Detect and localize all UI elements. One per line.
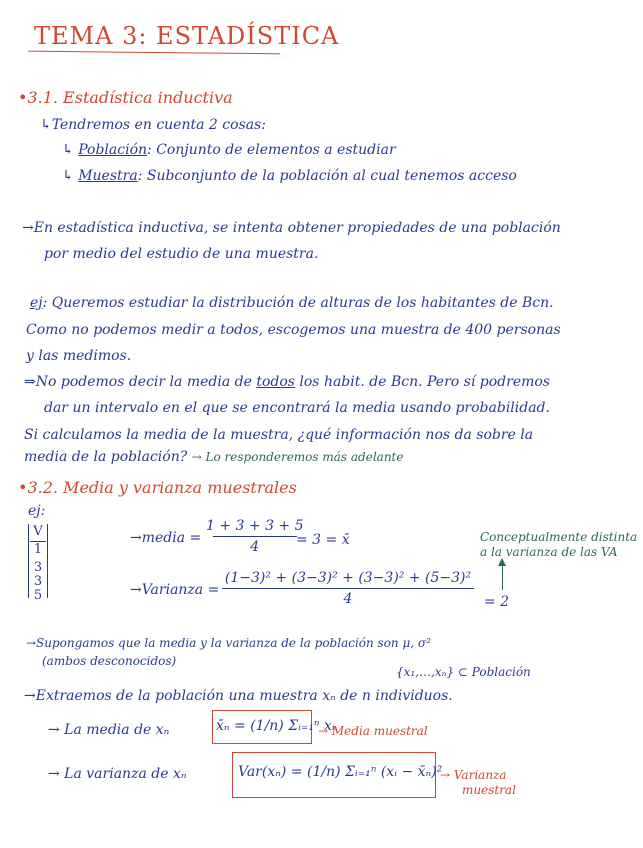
values-table	[28, 524, 48, 603]
answer-later-note: → Lo responderemos más adelante	[191, 450, 404, 464]
example-1-line-6: Si calculamos la media de la muestra, ¿qué información nos da sobre la	[24, 427, 534, 443]
section-3-2-heading: •3.2. Media y varianza muestrales	[18, 478, 297, 497]
section-3-1-heading: •3.1. Estadística inductiva	[18, 88, 233, 107]
title-underline	[28, 51, 280, 55]
arrow-up-icon	[502, 560, 503, 590]
example-1-line-4: ⇒No podemos decir la media de todos los habit. de Bcn. Pero sí podremos	[24, 374, 550, 390]
fraction-bar	[213, 536, 297, 537]
suppose-line-2: (ambos desconocidos)	[42, 654, 177, 668]
sample-variance-formula: Var(xₙ) = (1/n) Σᵢ₌₁ⁿ (xᵢ − x̄ₙ)²	[238, 764, 443, 780]
sample-mean-tag: → Media muestral	[318, 724, 428, 738]
sample-variance-tag-line-1: → Varianza	[440, 768, 507, 782]
muestra-term: Muestra	[78, 168, 138, 184]
media-label: →media =	[130, 530, 202, 546]
extract-sample-line: →Extraemos de la población una muestra xₙ de n individuos.	[24, 688, 453, 704]
varianza-denominator: 4	[343, 591, 353, 607]
inductive-paragraph-line-2: por medio del estudio de una muestra.	[44, 246, 319, 262]
poblacion-definition: : Conjunto de elementos a estudiar	[147, 142, 396, 158]
sample-mean-formula: x̄ₙ = (1/n) Σᵢ₌₁ⁿ xᵢ	[216, 718, 335, 734]
media-result: = 3 = x̄	[296, 532, 350, 548]
suppose-line-1: →Supongamos que la media y la varianza de la población son μ, σ²	[26, 636, 431, 650]
example-1-line-7: media de la población? → Lo responderemos más adelante	[24, 449, 404, 465]
example-1-line-3: y las medimos.	[26, 348, 132, 364]
poblacion-line: ↳ Población: Conjunto de elementos a estudiar	[62, 142, 396, 158]
page-title: TEMA 3: ESTADÍSTICA	[34, 22, 340, 50]
poblacion-term: Población	[78, 142, 148, 158]
section-3-1-intro: ↳Tendremos en cuenta 2 cosas:	[40, 117, 266, 133]
example-1-line-5: dar un intervalo en el que se encontrará la media usando probabilidad.	[44, 400, 550, 416]
example-1-line-1: ej: Queremos estudiar la distribución de alturas de los habitantes de Bcn.	[30, 295, 554, 311]
example-2-label: ej:	[28, 503, 46, 519]
media-numerator: 1 + 3 + 3 + 5	[206, 518, 304, 534]
example-label: ej	[30, 295, 43, 311]
varianza-label: →Varianza =	[130, 582, 220, 598]
values-table-cell: 3	[33, 574, 43, 589]
varianza-fraction	[222, 570, 474, 607]
varianza-result: = 2	[484, 594, 510, 610]
concept-note-line-1: Conceptualmente distinta	[480, 530, 638, 544]
values-table-cell: 3	[33, 560, 43, 575]
values-table-cell: 1	[33, 542, 43, 557]
concept-note-line-2: a la varianza de las VA	[480, 545, 618, 559]
example-1-line-2: Como no podemos medir a todos, escogemos una muestra de 400 personas	[26, 322, 561, 338]
fraction-bar	[222, 588, 474, 589]
muestra-line: ↳ Muestra: Subconjunto de la población al cual tenemos acceso	[62, 168, 517, 184]
muestra-definition: : Subconjunto de la población al cual tenemos acceso	[137, 168, 517, 184]
sample-variance-line: → La varianza de xₙ	[48, 766, 187, 782]
sample-mean-line: → La media de xₙ	[48, 722, 170, 738]
values-table-header: V	[33, 524, 43, 539]
sample-set-note: {x₁,…,xₙ} ⊂ Población	[396, 665, 531, 679]
values-table-cell: 5	[33, 588, 43, 603]
varianza-numerator: (1−3)² + (3−3)² + (3−3)² + (5−3)²	[224, 570, 472, 586]
media-denominator: 4	[250, 539, 260, 555]
media-fraction	[206, 518, 304, 555]
todos-underlined: todos	[256, 374, 295, 390]
inductive-paragraph-line-1: →En estadística inductiva, se intenta obtener propiedades de una población	[22, 220, 561, 236]
sample-variance-tag-line-2: muestral	[462, 783, 516, 797]
